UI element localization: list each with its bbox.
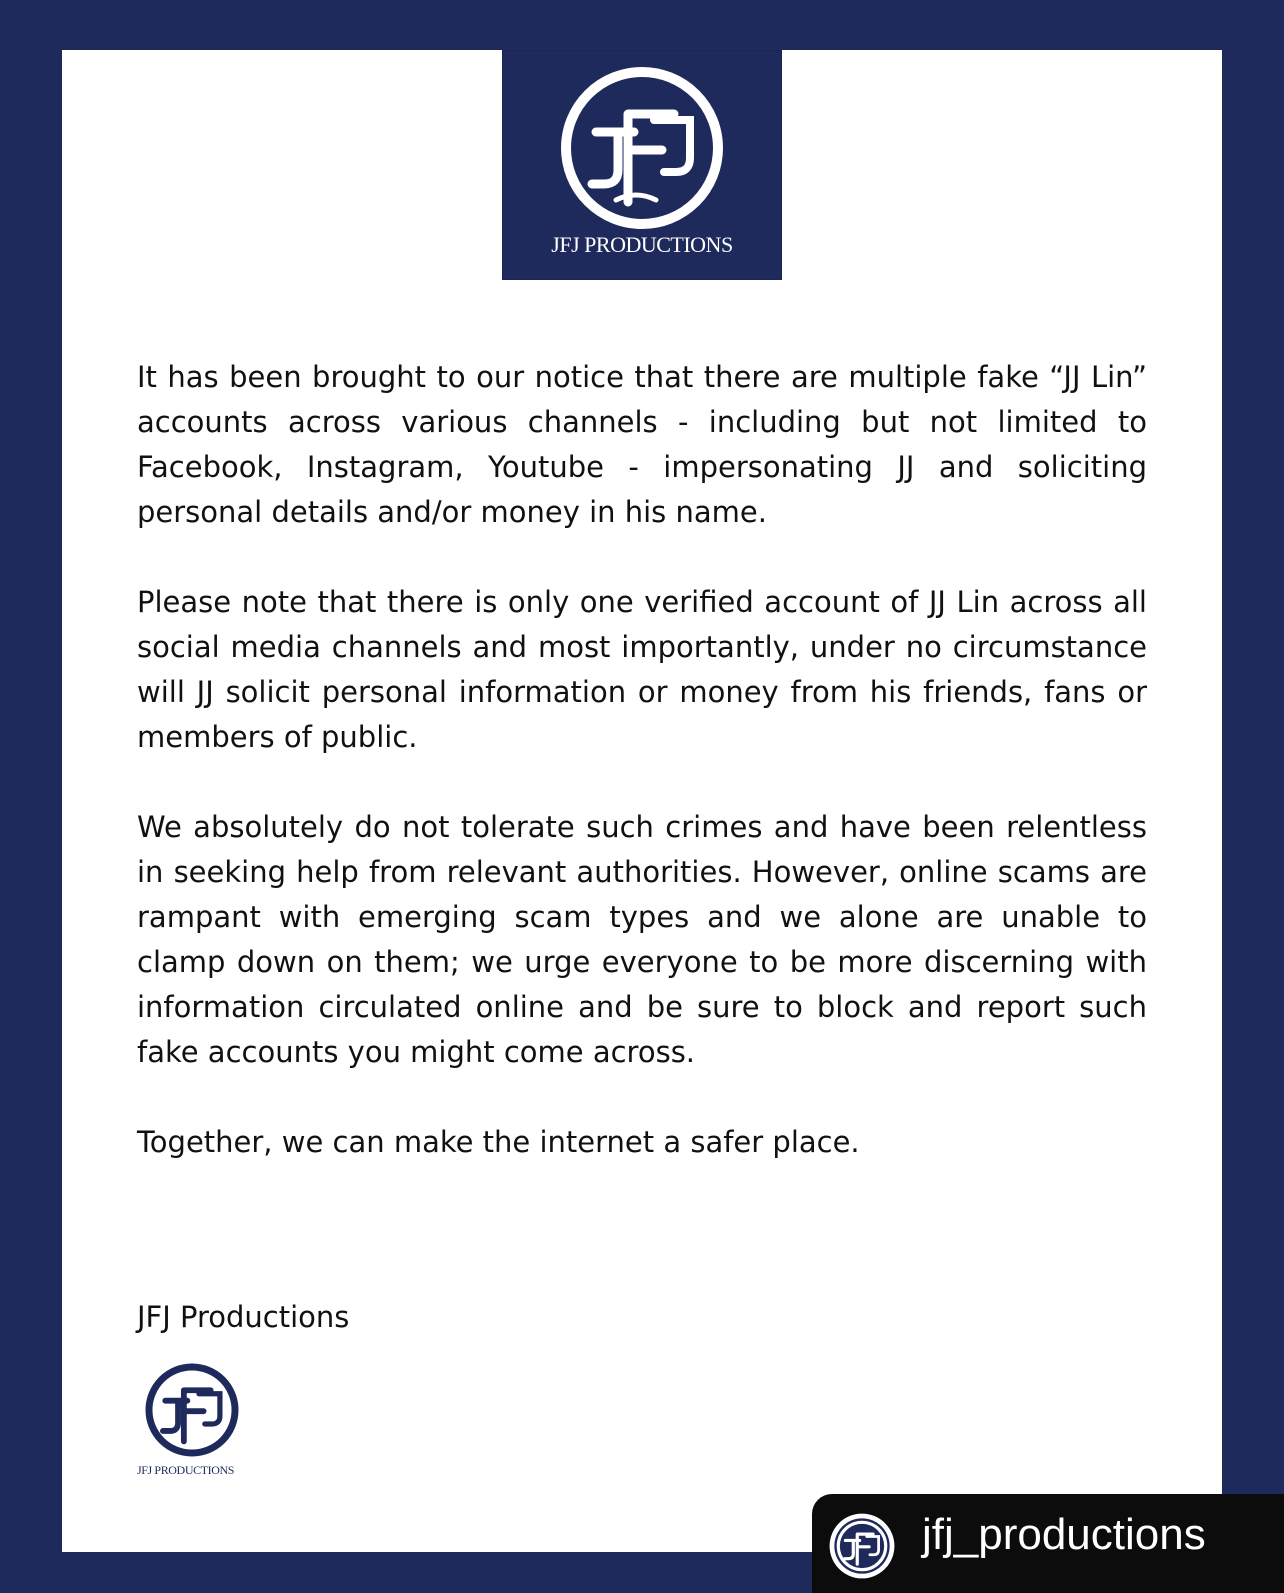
notice-paragraph: We absolutely do not tolerate such crimes and have been relentless in seeking help from relevant authorities. However, online scams are rampant with emerging scam types and we alone are unable to clamp down on them; we urge everyone to be more discerning with information circulated online and be sure to block and report such fake accounts you might come across. [137, 810, 1147, 1069]
jfj-avatar-icon [828, 1512, 896, 1580]
brand-caption: JFJ PRODUCTIONS [551, 232, 733, 257]
footer-logo [137, 1360, 262, 1480]
notice-body [137, 355, 1147, 1210]
jfj-logo-icon [142, 1360, 242, 1460]
signature-line: JFJ Productions [137, 1300, 350, 1334]
instagram-handle[interactable]: jfj_productions [922, 1510, 1206, 1559]
notice-paragraph: It has been brought to our notice that there are multiple fake “JJ Lin” accounts across various channels - including but not limited to Facebook, Instagram, Youtube - impersonating JJ and soliciting personal details and/or money in his name. [137, 360, 1147, 529]
footer-logo-caption: JFJ PRODUCTIONS [137, 1463, 235, 1477]
notice-paragraph: Together, we can make the internet a safer place. [137, 1125, 860, 1159]
brand-header [502, 50, 782, 280]
instagram-repost-badge[interactable] [812, 1494, 1284, 1593]
jfj-logo-icon [556, 62, 728, 234]
notice-paragraph: Please note that there is only one verified account of JJ Lin across all social media channels and most importantly, under no circumstance will JJ solicit personal information or money from his friends, fans or members of public. [137, 585, 1147, 754]
